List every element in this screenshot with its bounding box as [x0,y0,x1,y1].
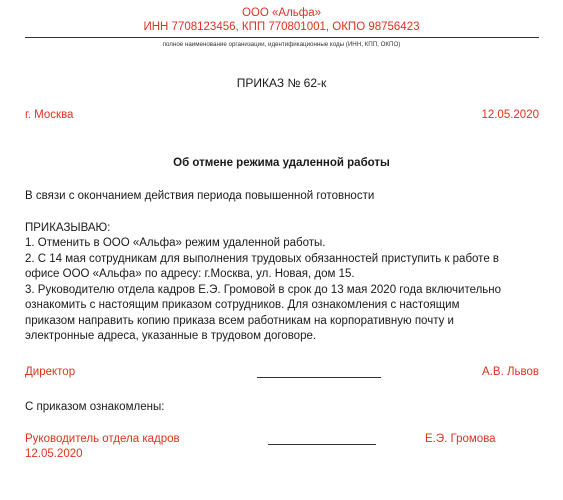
hr-name: Е.Э. Громова [425,433,496,445]
order-title: ПРИКАЗ № 62-к [236,76,327,90]
order-city: г. Москва [25,109,74,121]
header-divider [25,37,539,38]
header-caption: полное наименование организации, идентификационные коды (ИНН, КПП, ОКПО) [162,41,401,48]
decree-line: ознакомить с настоящим приказом сотрудников. Для ознакомления с настоящим [25,299,460,311]
decree-line: офисе ООО «Альфа» по адресу: г.Москва, ул. Новая, дом 15. [25,268,355,280]
decree-line: электронные адреса, указанные в трудовом договоре. [25,330,317,342]
acquainted-label: С приказом ознакомлены: [25,401,165,413]
hr-signature-line [268,444,376,445]
order-date: 12.05.2020 [481,109,539,121]
decree-line: 2. С 14 мая сотрудникам для выполнения трудовых обязанностей приступить к работе в [25,253,500,265]
director-signature-line [257,377,381,378]
order-subject: Об отмене режима удаленной работы [173,157,390,169]
decree-line: приказом направить копию приказа всем работникам на корпоративную почту и [25,315,454,327]
hr-title: Руководитель отдела кадров [25,433,180,445]
director-name: А.В. Львов [482,366,539,378]
hr-sign-date: 12.05.2020 [25,448,83,460]
organization-name: ООО «Альфа» [241,7,322,19]
decree-line: 1. Отменить в ООО «Альфа» режим удаленной работы. [25,237,326,249]
organization-codes: ИНН 7708123456, КПП 770801001, ОКПО 98756423 [143,21,420,33]
decree-word: ПРИКАЗЫВАЮ: [25,222,111,234]
decree-line: 3. Руководителю отдела кадров Е.Э. Громовой в срок до 13 мая 2020 года включительно [25,284,502,296]
order-preamble: В связи с окончанием действия периода повышенной готовности [25,190,375,202]
director-title: Директор [25,366,76,378]
